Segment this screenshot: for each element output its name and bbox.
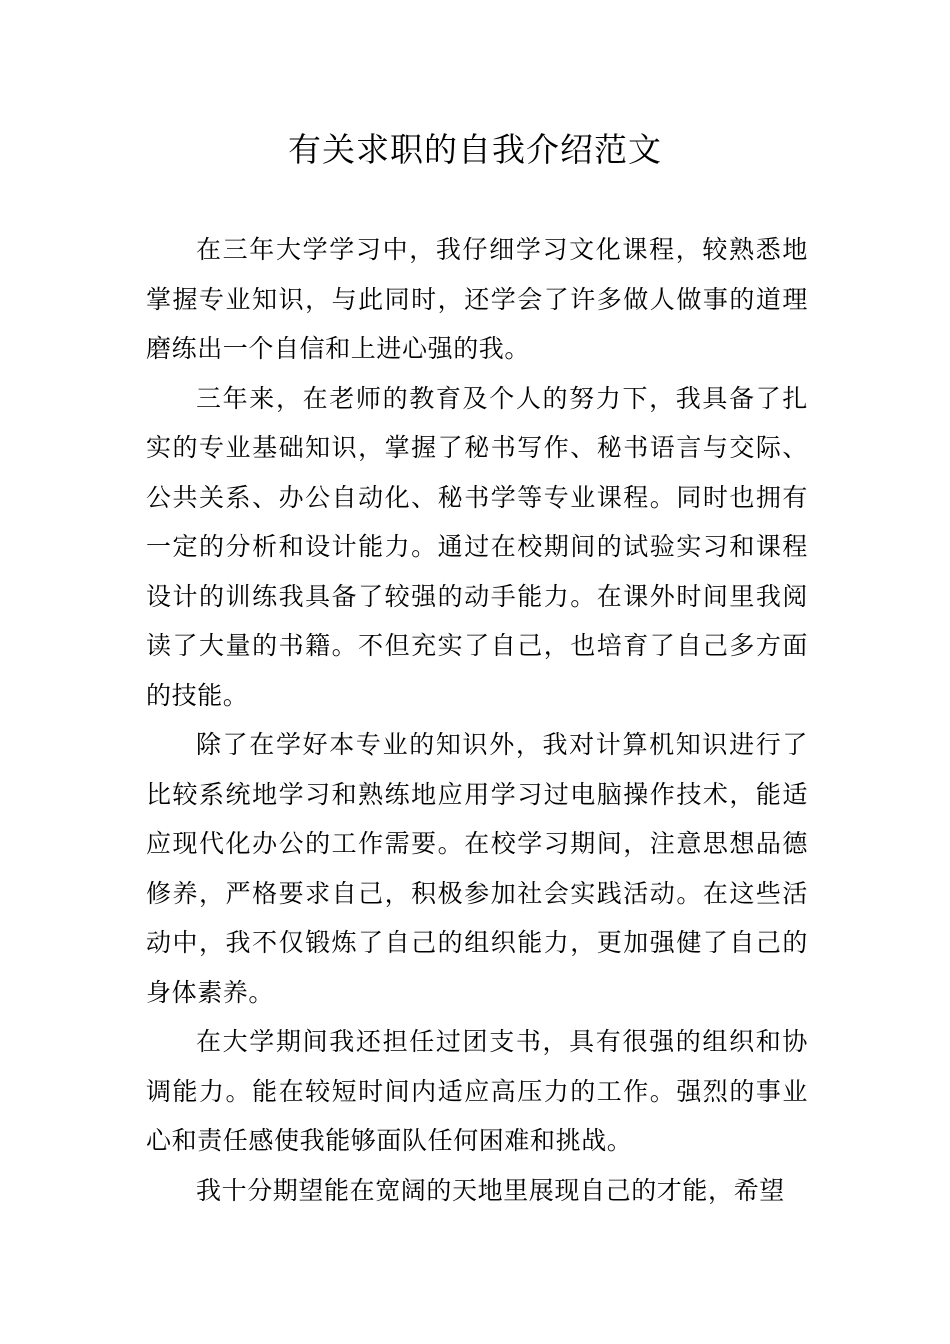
paragraph: 在三年大学学习中，我仔细学习文化课程，较熟悉地掌握专业知识，与此同时，还学会了许多做人做事的道理磨练出一个自信和上进心强的我。 [146,235,808,363]
paragraph: 三年来，在老师的教育及个人的努力下，我具备了扎实的专业基础知识，掌握了秘书写作、秘书语言与交际、公共关系、办公自动化、秘书学等专业课程。同时也拥有一定的分析和设计能力。通过在校期间的试验实习和课程设计的训练我具备了较强的动手能力。在课外时间里我阅读了大量的书籍。不但充实了自己，也培育了自己多方面的技能。 [146,383,808,710]
document-title: 有关求职的自我介绍范文 [288,130,662,169]
paragraph: 我十分期望能在宽阔的天地里展现自己的才能，希望 [196,1175,785,1205]
paragraph: 除了在学好本专业的知识外，我对计算机知识进行了比较系统地学习和熟练地应用学习过电脑操作技术，能适应现代化办公的工作需要。在校学习期间，注意思想品德修养，严格要求自己，积极参加社会实践活动。在这些活动中，我不仅锻炼了自己的组织能力，更加强健了自己的身体素养。 [146,730,808,1007]
paragraph: 在大学期间我还担任过团支书，具有很强的组织和协调能力。能在较短时间内适应高压力的工作。强烈的事业心和责任感使我能够面队任何困难和挑战。 [146,1027,808,1155]
document-body [146,225,808,1215]
